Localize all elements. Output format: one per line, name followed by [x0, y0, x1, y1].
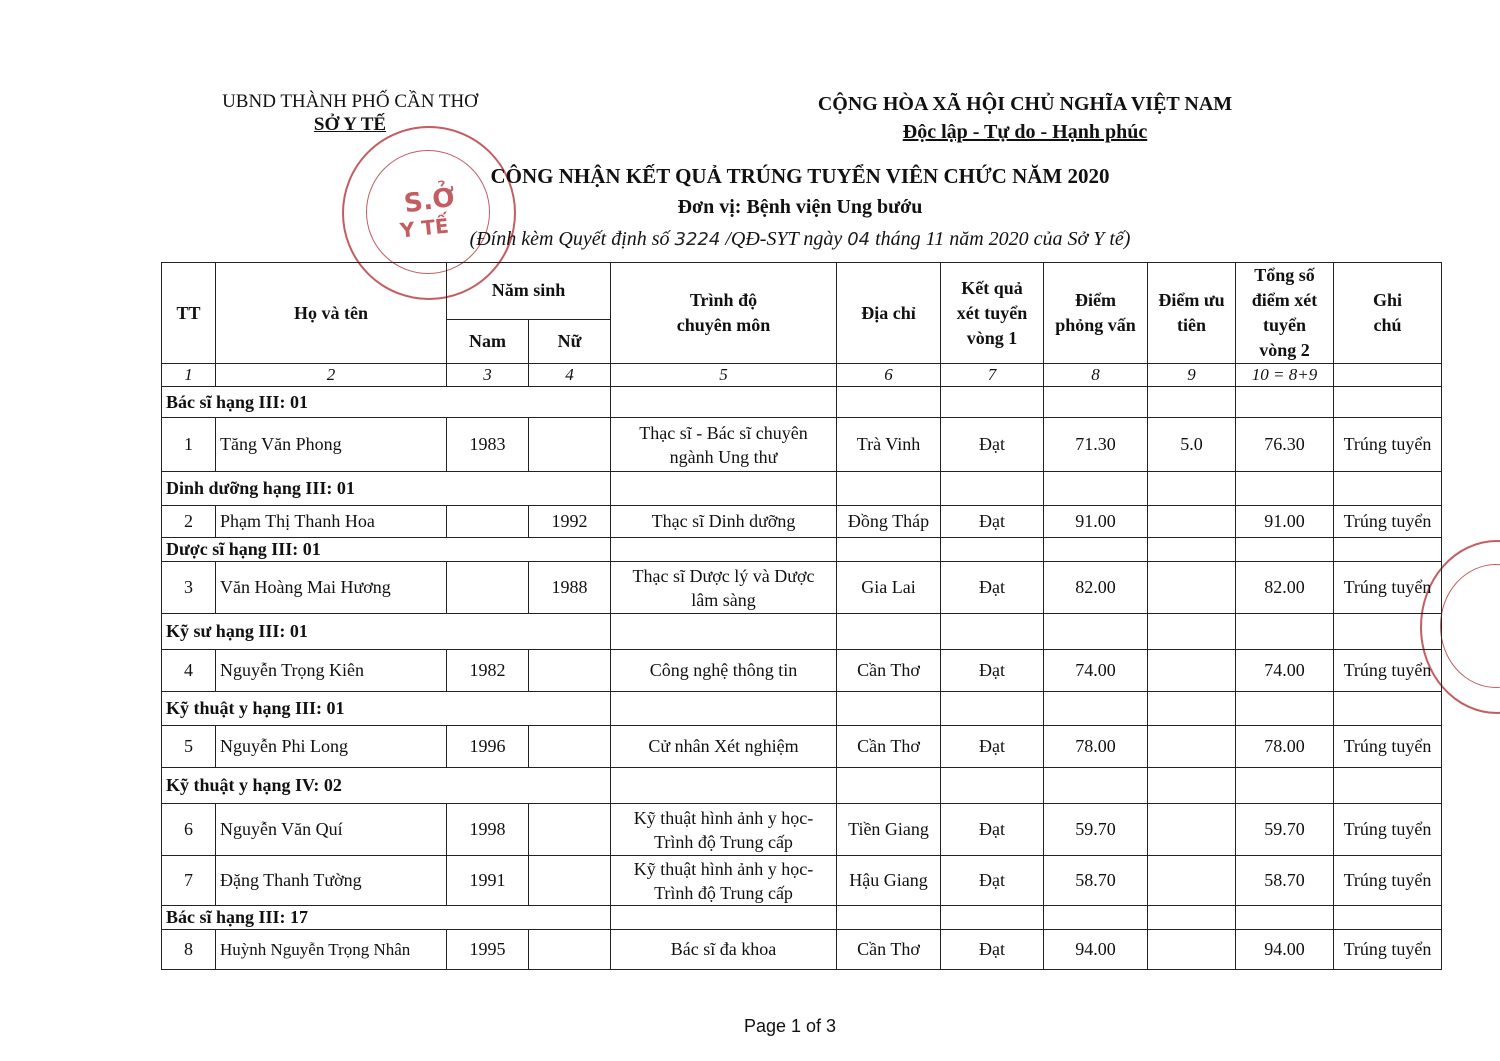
cell-total: 74.00 — [1236, 650, 1334, 692]
cell-round1: Đạt — [941, 856, 1044, 906]
cell-priority: 5.0 — [1148, 418, 1236, 472]
cell-qualification: Cử nhân Xét nghiệm — [611, 726, 837, 768]
cell-qualification — [611, 856, 837, 906]
page-number: Page 1 of 3 — [743, 1016, 837, 1036]
column-number: 5 — [611, 364, 837, 387]
cell-qualification: Công nghệ thông tin — [611, 650, 837, 692]
cell-note: Trúng tuyển — [1334, 804, 1442, 856]
authority-name: UBND THÀNH PHỐ CẦN THƠ — [222, 91, 478, 112]
cell-male: 1991 — [447, 856, 529, 906]
cell-note: Trúng tuyển — [1334, 726, 1442, 768]
cell-address: Trà Vinh — [837, 418, 941, 472]
header-note-line1: Ghi — [1372, 290, 1402, 310]
header-total-line2: điểm xét — [1251, 290, 1318, 310]
cell-total: 82.00 — [1236, 562, 1334, 614]
cell-tt: 7 — [162, 856, 216, 906]
cell-round1: Đạt — [941, 726, 1044, 768]
national-heading — [780, 90, 1270, 146]
header-total-line3: tuyển — [1262, 315, 1306, 335]
section-row — [162, 906, 1442, 930]
cell-note: Trúng tuyển — [1334, 856, 1442, 906]
header-interview — [1044, 263, 1148, 364]
cell-note: Trúng tuyển — [1334, 418, 1442, 472]
column-number-row — [162, 364, 1442, 387]
header-total-line4: vòng 2 — [1259, 340, 1310, 360]
cell-female — [529, 856, 611, 906]
cell-name: Nguyễn Trọng Kiên — [216, 650, 447, 692]
cell-name: Phạm Thị Thanh Hoa — [216, 506, 447, 538]
header-priority — [1148, 263, 1236, 364]
attachment-line — [300, 225, 1300, 254]
cell-round1: Đạt — [941, 562, 1044, 614]
cell-priority — [1148, 726, 1236, 768]
column-number: 8 — [1044, 364, 1148, 387]
cell-tt: 4 — [162, 650, 216, 692]
cell-interview: 82.00 — [1044, 562, 1148, 614]
cell-address: Cần Thơ — [837, 650, 941, 692]
header-priority-line1: Điểm ưu — [1158, 290, 1225, 310]
section-title: Dinh dưỡng hạng III: 01 — [162, 472, 611, 506]
section-row — [162, 614, 1442, 650]
cell-qualification: Thạc sĩ Dinh dưỡng — [611, 506, 837, 538]
decision-day: 04 — [847, 229, 871, 250]
results-table — [161, 262, 1442, 970]
cell-note: Trúng tuyển — [1334, 506, 1442, 538]
cell-round1: Đạt — [941, 418, 1044, 472]
cell-female — [529, 804, 611, 856]
cell-priority — [1148, 562, 1236, 614]
cell-address: Cần Thơ — [837, 930, 941, 970]
table-row — [162, 726, 1442, 768]
attachment-middle: /QĐ-SYT ngày — [725, 228, 843, 250]
header-birth-year: Năm sinh — [447, 263, 611, 320]
cell-qualification-line2: lâm sàng — [691, 589, 756, 610]
table-row — [162, 418, 1442, 472]
cell-interview: 94.00 — [1044, 930, 1148, 970]
section-title: Kỹ thuật y hạng III: 01 — [162, 692, 611, 726]
national-motto: Độc lập - Tự do - Hạnh phúc — [902, 121, 1148, 143]
cell-round1: Đạt — [941, 650, 1044, 692]
column-number: 7 — [941, 364, 1044, 387]
cell-note: Trúng tuyển — [1334, 930, 1442, 970]
cell-priority — [1148, 930, 1236, 970]
cell-address: Tiền Giang — [837, 804, 941, 856]
header-round1 — [941, 263, 1044, 364]
cell-tt: 5 — [162, 726, 216, 768]
header-qualification-line1: Trình độ — [689, 290, 758, 310]
cell-interview: 91.00 — [1044, 506, 1148, 538]
cell-round1: Đạt — [941, 804, 1044, 856]
section-title: Kỹ sư hạng III: 01 — [162, 614, 611, 650]
decision-number: 3224 — [674, 229, 721, 250]
header-note — [1334, 263, 1442, 364]
cell-tt: 1 — [162, 418, 216, 472]
section-row — [162, 472, 1442, 506]
document-title: CÔNG NHẬN KẾT QUẢ TRÚNG TUYỂN VIÊN CHỨC NĂM 2020 — [490, 164, 1110, 188]
cell-note: Trúng tuyển — [1334, 650, 1442, 692]
header-round1-line3: vòng 1 — [966, 327, 1018, 348]
column-number: 2 — [216, 364, 447, 387]
cell-name: Nguyễn Phi Long — [216, 726, 447, 768]
header-female: Nữ — [529, 319, 611, 363]
cell-qualification — [611, 804, 837, 856]
column-number: 1 — [162, 364, 216, 387]
cell-name: Đặng Thanh Tường — [216, 856, 447, 906]
cell-priority — [1148, 804, 1236, 856]
country-name: CỘNG HÒA XÃ HỘI CHỦ NGHĨA VIỆT NAM — [817, 93, 1233, 115]
cell-male: 1982 — [447, 650, 529, 692]
cell-male — [447, 506, 529, 538]
cell-round1: Đạt — [941, 506, 1044, 538]
header-note-line2: chú — [1373, 315, 1402, 335]
column-number: 3 — [447, 364, 529, 387]
cell-interview: 78.00 — [1044, 726, 1148, 768]
cell-address: Gia Lai — [837, 562, 941, 614]
cell-interview: 74.00 — [1044, 650, 1148, 692]
header-qualification — [611, 263, 837, 364]
table-row — [162, 506, 1442, 538]
cell-qualification-line2: Trình độ Trung cấp — [654, 882, 793, 903]
cell-female — [529, 650, 611, 692]
section-title: Bác sĩ hạng III: 17 — [162, 906, 611, 930]
header-total — [1236, 263, 1334, 364]
column-number: 10 = 8+9 — [1236, 364, 1334, 387]
cell-priority — [1148, 856, 1236, 906]
cell-tt: 8 — [162, 930, 216, 970]
cell-qualification — [611, 562, 837, 614]
cell-round1: Đạt — [941, 930, 1044, 970]
cell-total: 58.70 — [1236, 856, 1334, 906]
attachment-prefix: (Đính kèm Quyết định số — [469, 228, 670, 250]
header-male: Nam — [447, 319, 529, 363]
cell-priority — [1148, 506, 1236, 538]
header-tt: TT — [162, 263, 216, 364]
official-seal-stamp: S.Ở Y TẾ — [342, 126, 516, 300]
cell-name: Huỳnh Nguyễn Trọng Nhân — [216, 930, 447, 970]
table-row — [162, 650, 1442, 692]
cell-male: 1983 — [447, 418, 529, 472]
cell-name: Văn Hoàng Mai Hương — [216, 562, 447, 614]
column-number: 4 — [529, 364, 611, 387]
section-title: Kỹ thuật y hạng IV: 02 — [162, 768, 611, 804]
header-round1-line1: Kết quả — [961, 277, 1023, 298]
cell-total: 91.00 — [1236, 506, 1334, 538]
cell-female: 1992 — [529, 506, 611, 538]
header-total-line1: Tổng số — [1254, 265, 1315, 285]
table-row — [162, 562, 1442, 614]
cell-address: Cần Thơ — [837, 726, 941, 768]
cell-female — [529, 726, 611, 768]
header-name: Họ và tên — [216, 263, 447, 364]
cell-female: 1988 — [529, 562, 611, 614]
cell-male — [447, 562, 529, 614]
section-row — [162, 538, 1442, 562]
cell-address: Đồng Tháp — [837, 506, 941, 538]
cell-male: 1995 — [447, 930, 529, 970]
section-row — [162, 692, 1442, 726]
column-number — [1334, 364, 1442, 387]
header-address: Địa chỉ — [837, 263, 941, 364]
table-row — [162, 856, 1442, 906]
cell-tt: 3 — [162, 562, 216, 614]
table-row — [162, 804, 1442, 856]
cell-note: Trúng tuyển — [1334, 562, 1442, 614]
section-row — [162, 387, 1442, 418]
cell-total: 78.00 — [1236, 726, 1334, 768]
column-number: 9 — [1148, 364, 1236, 387]
cell-priority — [1148, 650, 1236, 692]
cell-female — [529, 418, 611, 472]
cell-female — [529, 930, 611, 970]
cell-tt: 6 — [162, 804, 216, 856]
section-title: Bác sĩ hạng III: 01 — [162, 387, 611, 418]
column-number: 6 — [837, 364, 941, 387]
cell-qualification-line2: Trình độ Trung cấp — [654, 831, 793, 852]
cell-total: 94.00 — [1236, 930, 1334, 970]
header-interview-line1: Điểm — [1075, 290, 1116, 310]
cell-qualification: Bác sĩ đa khoa — [611, 930, 837, 970]
cell-total: 59.70 — [1236, 804, 1334, 856]
section-row — [162, 768, 1442, 804]
header-qualification-line2: chuyên môn — [676, 315, 771, 335]
table-row — [162, 930, 1442, 970]
cell-tt: 2 — [162, 506, 216, 538]
cell-qualification — [611, 418, 837, 472]
cell-interview: 71.30 — [1044, 418, 1148, 472]
cell-address: Hậu Giang — [837, 856, 941, 906]
cell-qualification-line2: ngành Ung thư — [669, 446, 778, 467]
cell-male: 1996 — [447, 726, 529, 768]
cell-interview: 59.70 — [1044, 804, 1148, 856]
header-round1-line2: xét tuyển — [956, 302, 1028, 323]
cell-qualification-line1: Kỹ thuật hình ảnh y học- — [633, 807, 814, 828]
header-interview-line2: phỏng vấn — [1055, 315, 1136, 335]
cell-male: 1998 — [447, 804, 529, 856]
cell-qualification-line1: Thạc sĩ Dược lý và Dược — [632, 565, 815, 586]
header-priority-line2: tiên — [1177, 315, 1206, 335]
cell-name: Nguyễn Văn Quí — [216, 804, 447, 856]
attachment-suffix: tháng 11 năm 2020 của Sở Y tế) — [875, 228, 1131, 250]
cell-name: Tăng Văn Phong — [216, 418, 447, 472]
department-name: SỞ Y TẾ — [313, 114, 387, 135]
cell-qualification-line1: Thạc sĩ - Bác sĩ chuyên — [639, 422, 808, 443]
section-title: Dược sĩ hạng III: 01 — [162, 538, 611, 562]
cell-total: 76.30 — [1236, 418, 1334, 472]
cell-interview: 58.70 — [1044, 856, 1148, 906]
unit-line: Đơn vị: Bệnh viện Ung bướu — [677, 196, 923, 218]
cell-qualification-line1: Kỹ thuật hình ảnh y học- — [633, 858, 814, 879]
